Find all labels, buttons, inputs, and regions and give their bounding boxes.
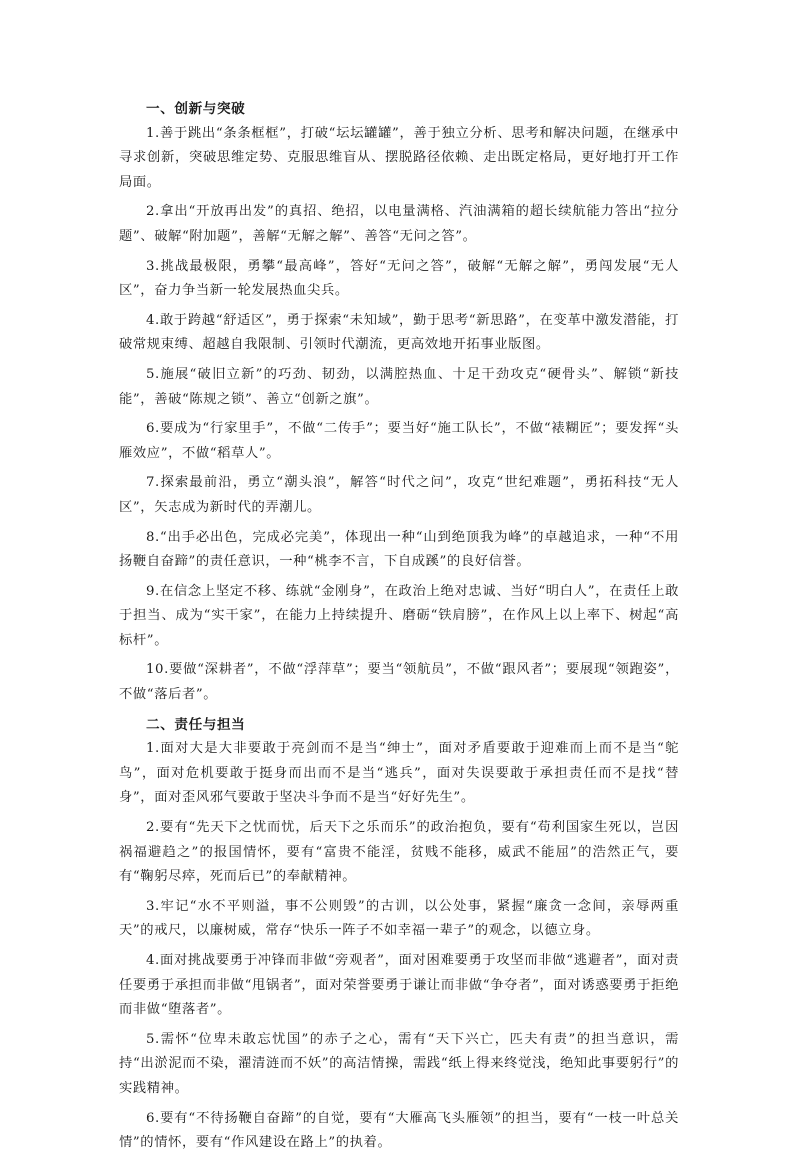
paragraph: 9.在信念上坚定不移、练就“金刚身”，在政治上绝对忠诚、当好“明白人”，在责任上敢于担当、成为“实干家”，在能力上持续提升、磨砺“铁肩膀”，在作风上以上率下、树起“高标杆”。 [119, 583, 679, 648]
paragraph: 4.敢于跨越“舒适区”，勇于探索“未知域”，勤于思考“新思路”，在变革中激发潜能，打破常规束缚、超越自我限制、引领时代潮流，更高效地开拓事业版图。 [119, 312, 679, 353]
paragraph: 1.面对大是大非要敢于亮剑而不是当“绅士”，面对矛盾要敢于迎难而上而不是当“鸵鸟”，面对危机要敢于挺身而出而不是当“逃兵”，面对失误要敢于承担责任而不是找“替身”，面对歪风邪气要敢于坚决斗争而不是当“好好先生”。 [119, 741, 679, 806]
paragraph: 2.要有“先天下之忧而忧，后天下之乐而乐”的政治抱负，要有“苟利国家生死以，岂因祸福避趋之”的报国情怀，要有“富贵不能淫，贫贱不能移，威武不能屈”的浩然正气，要有“鞠躬尽瘁，死而后已”的奉献精神。 [119, 820, 679, 885]
paragraph: 10.要做“深耕者”，不做“浮萍草”；要当“领航员”，不做“跟风者”；要展现“领跑姿”，不做“落后者”。 [119, 662, 679, 703]
section-responsibility [119, 713, 679, 1156]
paragraph: 3.挑战最极限，勇攀“最高峰”，答好“无问之答”，破解“无解之解”，勇闯发展“无人区”，奋力争当新一轮发展热血尖兵。 [119, 258, 679, 299]
paragraph: 3.牢记“水不平则溢，事不公则毁”的古训，以公处事，紧握“廉贪一念间，亲辱两重天”的戒尺，以廉树威，常存“快乐一阵子不如幸福一辈子”的观念，以德立身。 [119, 898, 679, 939]
paragraph: 5.需怀“位卑未敢忘忧国”的赤子之心，需有“天下兴亡，匹夫有责”的担当意识，需持“出淤泥而不染，濯清涟而不妖”的高洁情操，需践“纸上得来终觉浅，绝知此事要躬行”的实践精神。 [119, 1031, 679, 1096]
paragraph: 4.面对挑战要勇于冲锋而非做“旁观者”，面对困难要勇于攻坚而非做“逃避者”，面对责任要勇于承担而非做“甩锅者”，面对荣誉要勇于谦让而非做“争夺者”，面对诱惑要勇于拒绝而非做“堕落者”。 [119, 953, 679, 1018]
section-heading: 一、创新与突破 [146, 101, 246, 117]
section-innovation [119, 97, 679, 708]
paragraph: 1.善于跳出“条条框框”，打破“坛坛罐罐”，善于独立分析、思考和解决问题，在继承中寻求创新，突破思维定势、克服思维盲从、摆脱路径依赖、走出既定格局，更好地打开工作局面。 [119, 125, 679, 190]
paragraph: 6.要有“不待扬鞭自奋蹄”的自觉，要有“大雁高飞头雁领”的担当，要有“一枝一叶总关情”的情怀，要有“作风建设在路上”的执着。 [119, 1110, 679, 1151]
paragraph: 8.“出手必出色，完成必完美”，体现出一种“山到绝顶我为峰”的卓越追求，一种“不用扬鞭自奋蹄”的责任意识，一种“桃李不言，下自成蹊”的良好信誉。 [119, 529, 679, 570]
paragraph: 6.要成为“行家里手”，不做“二传手”；要当好“施工队长”，不做“裱糊匠”；要发挥“头雁效应”，不做“稻草人”。 [119, 421, 679, 461]
paragraph: 7.探索最前沿，勇立“潮头浪”，解答“时代之问”，攻克“世纪难题”，勇拓科技“无人区”，矢志成为新时代的弄潮儿。 [119, 475, 679, 515]
paragraph: 5.施展“破旧立新”的巧劲、韧劲，以满腔热血、十足干劲攻克“硬骨头”、解锁“新技能”，善破“陈规之锁”、善立“创新之旗”。 [119, 366, 679, 407]
paragraph: 2.拿出“开放再出发”的真招、绝招，以电量满格、汽油满箱的超长续航能力答出“拉分题”、破解“附加题”，善解“无解之解”、善答“无问之答”。 [119, 204, 679, 244]
document-page [119, 97, 679, 1161]
section-heading: 二、责任与担当 [146, 716, 246, 733]
